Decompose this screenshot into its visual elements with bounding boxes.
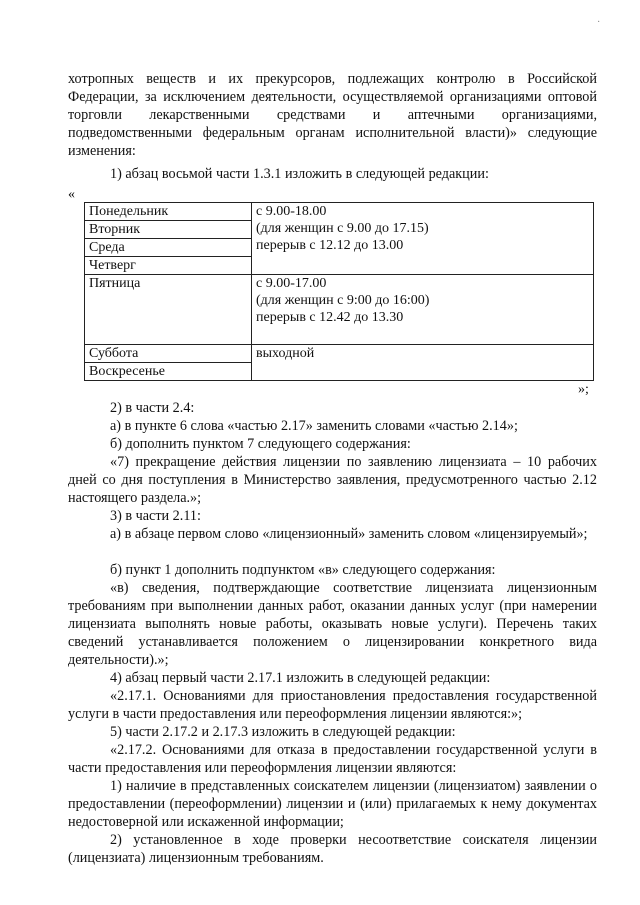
hours-friday-line: перерыв с 12.42 до 13.30 [256, 310, 404, 325]
intro-paragraph: хотропных веществ и их прекурсоров, подлежащих контролю в Российской Федерации, за исключением деятельности, осуществляемой организациями оптовой торговли лекарственными средствами и аптечными организациями, подведомственными федеральным органам исполнительной власти)» следующие изменения: [68, 71, 597, 159]
day-monday: Понедельник [85, 203, 252, 221]
day-tuesday: Вторник [85, 221, 252, 239]
hours-friday-line: с 9.00-17.00 [256, 276, 327, 291]
hours-mon-thu-line: с 9.00-18.00 [256, 204, 327, 219]
paragraph: «7) прекращение действия лицензии по заявлению лицензиата – 10 рабочих дней со дня поступления в Министерство заявления, предусмотренного частью 2.12 настоящего раздела.»; [68, 454, 597, 506]
paragraph: 2) в части 2.4: [110, 400, 195, 416]
day-saturday: Суббота [85, 345, 252, 363]
hours-mon-thu [252, 203, 594, 275]
paragraph: «2.17.2. Основаниями для отказа в предоставлении государственной услуги в части предоставления или переоформления лицензии являются: [68, 742, 597, 776]
paragraph: «2.17.1. Основаниями для приостановления предоставления государственной услуги в части предоставления или переоформления лицензии являются:»; [68, 688, 597, 722]
paragraph: 5) части 2.17.2 и 2.17.3 изложить в следующей редакции: [110, 724, 456, 740]
paragraph: 1) наличие в представленных соискателем лицензии (лицензиатом) заявлении о предоставлении (переоформлении) лицензии и (или) прилагаемых к нему документах недостоверной или искаженной информации; [68, 778, 597, 830]
paragraph: а) в абзаце первом слово «лицензионный» заменить словом «лицензируемый»; [110, 526, 588, 542]
paragraph: 2) установленное в ходе проверки несоответствие соискателя лицензии (лицензиата) лицензионным требованиям. [68, 832, 597, 866]
hours-mon-thu-line: перерыв с 12.12 до 13.00 [256, 238, 404, 253]
day-sunday: Воскресенье [85, 363, 252, 381]
open-quote: « [68, 187, 75, 202]
item-1: 1) абзац восьмой части 1.3.1 изложить в следующей редакции: [110, 166, 489, 182]
day-thursday: Четверг [85, 257, 252, 275]
schedule-table [84, 202, 594, 381]
page-mark: · [597, 17, 601, 28]
day-wednesday: Среда [85, 239, 252, 257]
paragraph: 4) абзац первый части 2.17.1 изложить в следующей редакции: [110, 670, 491, 686]
hours-friday-line: (для женщин с 9:00 до 16:00) [256, 293, 430, 308]
paragraph: б) дополнить пунктом 7 следующего содержания: [110, 436, 411, 452]
hours-weekend: выходной [252, 345, 594, 381]
day-friday: Пятница [85, 275, 252, 345]
paragraph: б) пункт 1 дополнить подпунктом «в» следующего содержания: [110, 562, 496, 578]
paragraph: а) в пункте 6 слова «частью 2.17» заменить словами «частью 2.14»; [110, 418, 518, 434]
close-quote: »; [578, 382, 589, 397]
paragraph: 3) в части 2.11: [110, 508, 201, 524]
paragraph: «в) сведения, подтверждающие соответствие лицензиата лицензионным требованиям при выполнении данных работ, оказании данных услуг (при намерении лицензиата выполнять новые работы, оказывать новые услуги). Перечень таких сведений устанавливается положением о лицензировании конкретного вида деятельности).»; [68, 580, 597, 668]
hours-friday [252, 275, 594, 345]
hours-mon-thu-line: (для женщин с 9.00 до 17.15) [256, 221, 429, 236]
